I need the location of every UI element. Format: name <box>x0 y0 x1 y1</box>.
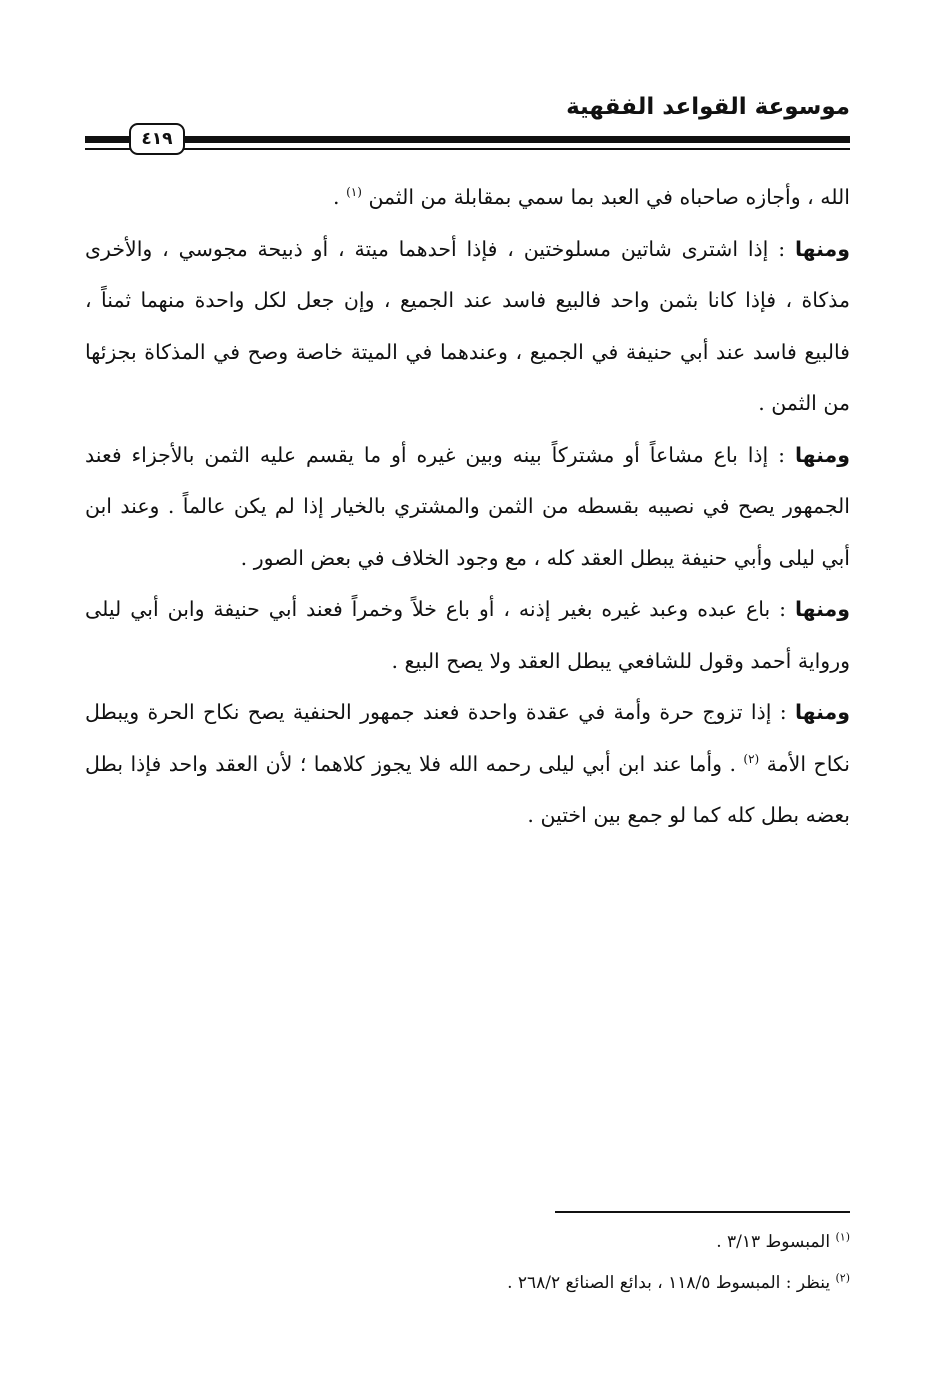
paragraph <box>85 172 850 224</box>
header-rule-thin <box>85 148 850 150</box>
footnote-reference: (٢) <box>743 751 760 766</box>
footnote-text: ينظر : المبسوط ١١٨/٥ ، بدائع الصنائع ٢٦٨/٢ . <box>507 1273 836 1293</box>
footnote-mark: (٢) <box>835 1271 850 1285</box>
page-number: ٤١٩ <box>129 123 185 155</box>
paragraph-text: : إذا اشترى شاتين مسلوختين ، فإذا أحدهما ميتة ، أو ذبيحة مجوسي ، والأخرى مذكاة ، فإذا كانا بثمن واحد فالبيع فاسد عند الجميع ، وإن جعل لكل واحدة منهما ثمناً ، فالبيع فاسد عند أبي حنيفة في الجميع ، وعندهما في الميتة خاصة وصح في المذكاة بجزئها من الثمن . <box>85 236 850 415</box>
paragraph-tail: . وأما عند ابن أبي ليلى رحمه الله فلا يجوز كلاهما ؛ لأن العقد واحد فإذا بطل بعضه بطل كله كما لو جمع بين اختين . <box>85 751 850 827</box>
paragraph-text: : إذا تزوج حرة وأمة في عقدة واحدة فعند جمهور الحنفية يصح نكاح الحرة ويبطل نكاح الأمة <box>85 700 850 776</box>
paragraph <box>85 687 850 842</box>
paragraph-text: : إذا باع مشاعاً أو مشتركاً بينه وبين غيره أو ما يقسم عليه الثمن بالأجزاء فعند الجمهور يصح في نصيبه بقسطه من الثمن والمشتري بالخيار إذا لم يكن عالماً . وعند ابن أبي ليلى وأبي حنيفة يبطل العقد كله ، مع وجود الخلاف في بعض الصور . <box>85 442 850 570</box>
footnote <box>300 1222 850 1263</box>
paragraph-lead: ومنها <box>794 700 850 724</box>
main-text <box>85 172 850 842</box>
footnote-mark: (١) <box>835 1230 850 1244</box>
paragraph-tail: . <box>333 185 347 209</box>
paragraph-lead: ومنها <box>794 442 850 467</box>
running-title: موسوعة القواعد الفقهية <box>566 94 850 120</box>
header-rule-thick <box>85 136 850 143</box>
paragraph-lead: ومنها <box>794 236 850 261</box>
paragraph <box>85 224 850 430</box>
footnote-reference: (١) <box>346 185 362 200</box>
page-header <box>85 92 850 182</box>
footnote <box>300 1263 850 1304</box>
paragraph-text: الله ، وأجازه صاحباه في العبد بما سمي بمقابلة من الثمن <box>368 185 850 209</box>
paragraph <box>85 584 850 687</box>
footnote-separator <box>555 1211 850 1213</box>
footnote-text: المبسوط ٣/١٣ . <box>716 1232 836 1252</box>
footnotes <box>300 1222 850 1304</box>
paragraph <box>85 430 850 585</box>
paragraph-text: : باع عبده وعبد غيره بغير إذنه ، أو باع خلاً وخمراً فعند أبي حنيفة وابن أبي ليلى ورواية أحمد وقول للشافعي يبطل العقد ولا يصح البيع . <box>85 597 850 673</box>
paragraph-lead: ومنها <box>794 597 850 621</box>
